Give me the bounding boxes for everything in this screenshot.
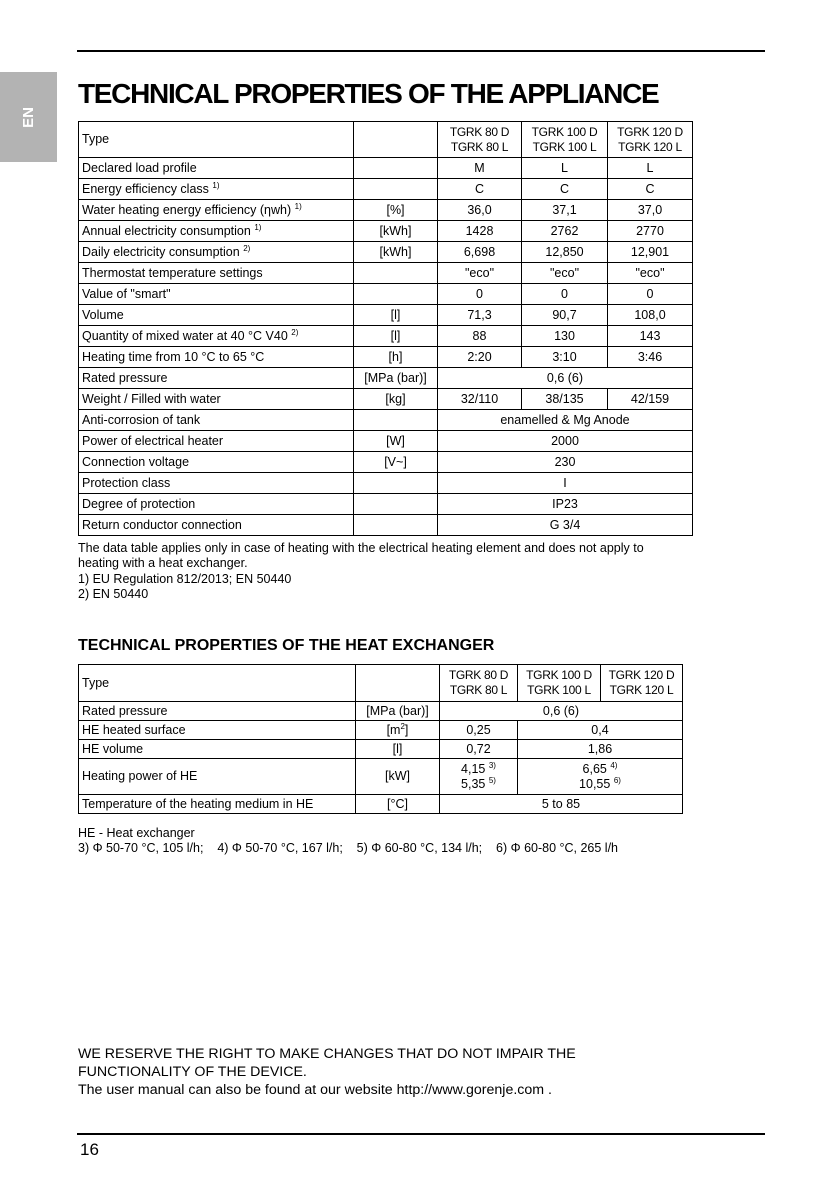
row-value: C [438, 179, 522, 200]
footer-line: WE RESERVE THE RIGHT TO MAKE CHANGES THAT DO NOT IMPAIR THE [78, 1046, 576, 1062]
row-value: M [438, 158, 522, 179]
row-value: 36,0 [438, 200, 522, 221]
row-unit: [kW] [356, 759, 440, 795]
table-row [79, 515, 693, 536]
row-unit: [l] [356, 740, 440, 759]
row-unit [354, 494, 438, 515]
page-number: 16 [80, 1140, 99, 1159]
row-value: L [608, 158, 693, 179]
footer-notice [78, 1045, 576, 1099]
heat-exchanger-table [78, 664, 683, 814]
row-unit [354, 473, 438, 494]
table-header-row [79, 665, 683, 702]
table-header-row [79, 122, 693, 158]
row-unit [354, 515, 438, 536]
note-line: heating with a heat exchanger. [78, 556, 248, 571]
row-unit: [l] [354, 305, 438, 326]
section-title: TECHNICAL PROPERTIES OF THE HEAT EXCHANGER [78, 637, 495, 654]
row-value: enamelled & Mg Anode [438, 410, 693, 431]
table-row [79, 368, 693, 389]
row-label: Value of "smart" [79, 284, 354, 305]
row-value: 32/110 [438, 389, 522, 410]
bottom-rule [77, 1133, 765, 1135]
row-unit: [kg] [354, 389, 438, 410]
row-unit: [%] [354, 200, 438, 221]
row-label: Anti-corrosion of tank [79, 410, 354, 431]
row-unit: [°C] [356, 795, 440, 814]
row-label: Water heating energy efficiency (ηwh) $^{1)}$ [79, 200, 354, 221]
row-label: Degree of protection [79, 494, 354, 515]
model-header: TGRK 100 D TGRK 100 L [518, 665, 601, 702]
unit-header [354, 122, 438, 158]
row-value: 4,15 $^{3)}$ 5,35 $^{5)}$ [440, 759, 518, 795]
footnote-2: 2) EN 50440 [78, 586, 149, 601]
row-value: "eco" [438, 263, 522, 284]
model-header: TGRK 80 D TGRK 80 L [438, 122, 522, 158]
row-value: IP23 [438, 494, 693, 515]
row-value: 0 [522, 284, 608, 305]
row-label: Declared load profile [79, 158, 354, 179]
row-value: 5 to 85 [440, 795, 683, 814]
type-label: Type [79, 122, 354, 158]
row-value: 12,850 [522, 242, 608, 263]
row-label: Quantity of mixed water at 40 °C V40 $^{2)}$ [79, 326, 354, 347]
row-label: Heating power of HE [79, 759, 356, 795]
row-unit: [V~] [354, 452, 438, 473]
row-value: 37,1 [522, 200, 608, 221]
table-row [79, 305, 693, 326]
model-header: TGRK 120 D TGRK 120 L [608, 122, 693, 158]
row-label: Energy efficiency class $^{1)}$ [79, 179, 354, 200]
row-value: L [522, 158, 608, 179]
row-label: Temperature of the heating medium in HE [79, 795, 356, 814]
row-unit [354, 179, 438, 200]
table-row [79, 263, 693, 284]
table-row [79, 347, 693, 368]
row-value: 38/135 [522, 389, 608, 410]
table-row [79, 410, 693, 431]
type-label: Type [79, 665, 356, 702]
row-unit [354, 158, 438, 179]
row-unit [354, 410, 438, 431]
row-value: I [438, 473, 693, 494]
row-label: Power of electrical heater [79, 431, 354, 452]
row-value: 0,25 [440, 721, 518, 740]
row-value: 3:10 [522, 347, 608, 368]
unit-header [356, 665, 440, 702]
table-row [79, 431, 693, 452]
row-value: 88 [438, 326, 522, 347]
appliance-properties-table [78, 121, 693, 536]
row-value: 90,7 [522, 305, 608, 326]
row-value: 12,901 [608, 242, 693, 263]
row-unit: [l] [354, 326, 438, 347]
row-value: 6,698 [438, 242, 522, 263]
footnotes-line: 3) Φ 50-70 °C, 105 l/h; 4) Φ 50-70 °C, 167 l/h; 5) Φ 60-80 °C, 134 l/h; 6) Φ 60-80 °C, 265 l/h [78, 841, 619, 855]
table-row [79, 158, 693, 179]
row-unit [354, 284, 438, 305]
row-label: Rated pressure [79, 702, 356, 721]
table-row [79, 200, 693, 221]
row-label: Heating time from 10 °C to 65 °C [79, 347, 354, 368]
row-unit: [MPa (bar)] [356, 702, 440, 721]
row-value: 143 [608, 326, 693, 347]
row-value: 2:20 [438, 347, 522, 368]
row-value: 0,6 (6) [440, 702, 683, 721]
row-label: Return conductor connection [79, 515, 354, 536]
row-label: Rated pressure [79, 368, 354, 389]
heat-exchanger-notes [78, 826, 618, 856]
footnote-1: 1) EU Regulation 812/2013; EN 50440 [78, 571, 292, 586]
table-row [79, 702, 683, 721]
row-label: HE heated surface [79, 721, 356, 740]
model-header: TGRK 100 D TGRK 100 L [522, 122, 608, 158]
top-rule [77, 50, 765, 52]
row-value: 0,4 [518, 721, 683, 740]
note-line: HE - Heat exchanger [78, 826, 195, 840]
table-row [79, 179, 693, 200]
table-row [79, 452, 693, 473]
table-row [79, 721, 683, 740]
model-header: TGRK 80 D TGRK 80 L [440, 665, 518, 702]
model-header: TGRK 120 D TGRK 120 L [601, 665, 683, 702]
row-label: Protection class [79, 473, 354, 494]
row-value: "eco" [608, 263, 693, 284]
row-value: C [608, 179, 693, 200]
table-row [79, 326, 693, 347]
row-value: 2770 [608, 221, 693, 242]
table-row [79, 494, 693, 515]
row-unit: [kWh] [354, 221, 438, 242]
appliance-notes [78, 541, 728, 602]
row-value: 1428 [438, 221, 522, 242]
row-value: 3:46 [608, 347, 693, 368]
row-unit: [MPa (bar)] [354, 368, 438, 389]
row-value: 130 [522, 326, 608, 347]
row-value: 2762 [522, 221, 608, 242]
row-label: Volume [79, 305, 354, 326]
table-row [79, 389, 693, 410]
table-row [79, 221, 693, 242]
row-label: Weight / Filled with water [79, 389, 354, 410]
table-row [79, 473, 693, 494]
row-value: 37,0 [608, 200, 693, 221]
table-row [79, 740, 683, 759]
page-title: TECHNICAL PROPERTIES OF THE APPLIANCE [78, 78, 659, 109]
row-value: "eco" [522, 263, 608, 284]
row-unit: $[m^2]$ [356, 721, 440, 740]
row-value: 230 [438, 452, 693, 473]
row-value: 0,6 (6) [438, 368, 693, 389]
row-unit: [W] [354, 431, 438, 452]
row-value: C [522, 179, 608, 200]
row-value: G 3/4 [438, 515, 693, 536]
row-label: Connection voltage [79, 452, 354, 473]
row-value: 1,86 [518, 740, 683, 759]
row-value: 0,72 [440, 740, 518, 759]
row-value: 0 [438, 284, 522, 305]
row-value: 6,65 $^{4)}$ 10,55 $^{6)}$ [518, 759, 683, 795]
row-label: HE volume [79, 740, 356, 759]
row-unit [354, 263, 438, 284]
table-row [79, 795, 683, 814]
language-tab-label: EN [20, 106, 37, 128]
row-value: 108,0 [608, 305, 693, 326]
language-tab [0, 72, 57, 162]
footer-line: FUNCTIONALITY OF THE DEVICE. [78, 1064, 307, 1080]
row-value: 0 [608, 284, 693, 305]
table-row [79, 284, 693, 305]
row-unit: [h] [354, 347, 438, 368]
row-value: 2000 [438, 431, 693, 452]
row-value: 71,3 [438, 305, 522, 326]
footer-line: The user manual can also be found at our website http://www.gorenje.com . [78, 1082, 552, 1098]
table-row [79, 242, 693, 263]
note-line: The data table applies only in case of heating with the electrical heating element and does not apply to [78, 541, 644, 555]
table-row [79, 759, 683, 795]
row-label: Annual electricity consumption $^{1)}$ [79, 221, 354, 242]
row-unit: [kWh] [354, 242, 438, 263]
row-label: Daily electricity consumption $^{2)}$ [79, 242, 354, 263]
row-value: 42/159 [608, 389, 693, 410]
row-label: Thermostat temperature settings [79, 263, 354, 284]
